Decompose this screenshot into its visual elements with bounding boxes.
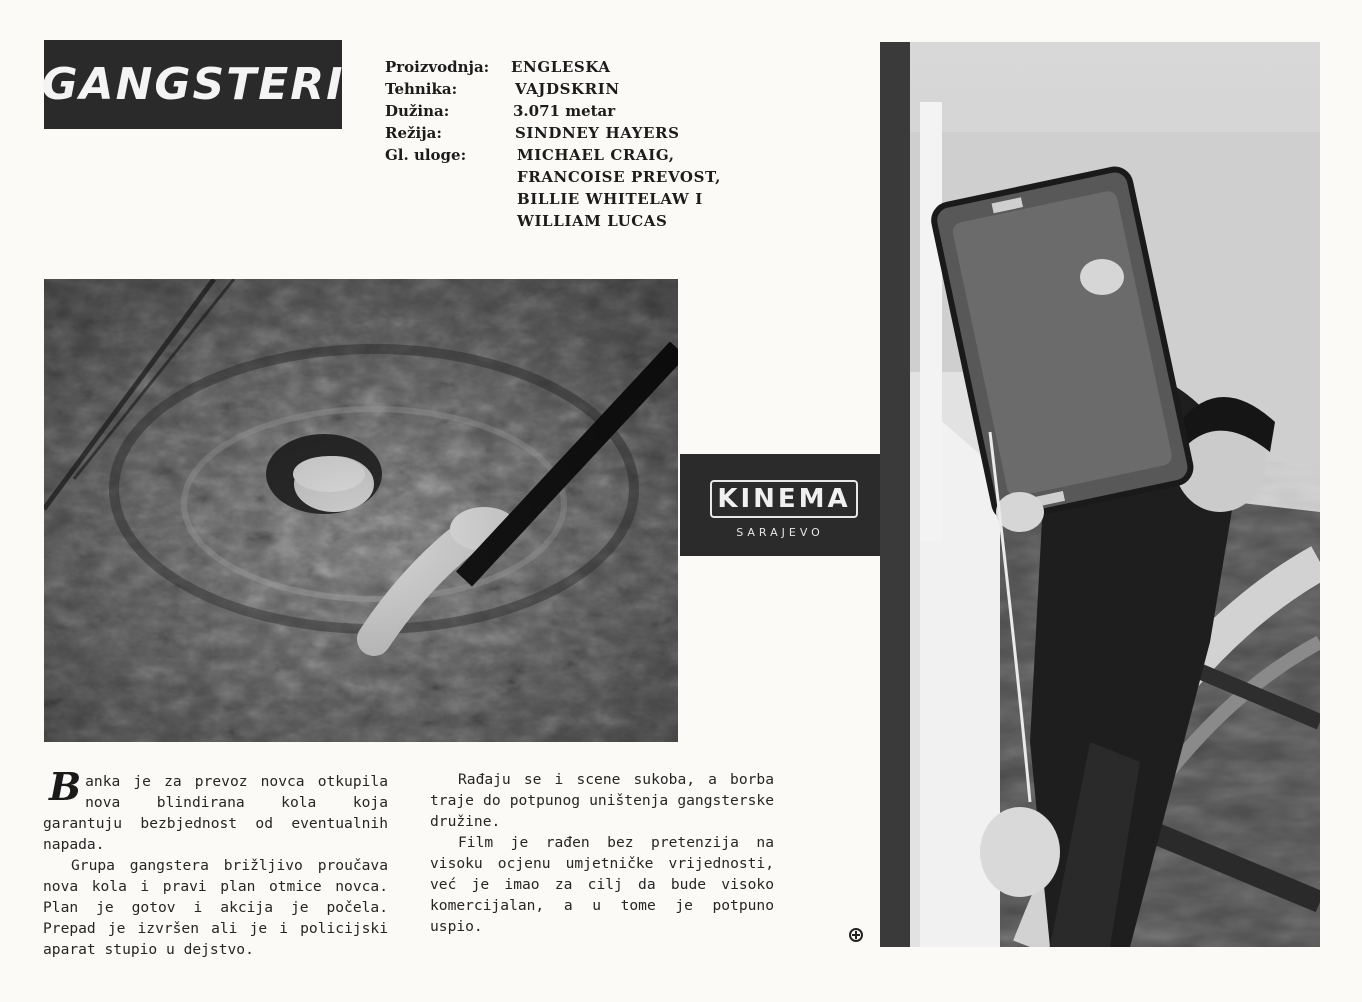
credit-label: Režija: <box>385 124 442 142</box>
article-paragraph: Grupa gangstera brižljivo proučava nova kola i pravi plan otmice novca. Plan je gotov i akcija je počela. Prepad je izvršen ali je i policijski aparat stupio u dejstvo. <box>43 857 388 958</box>
credit-value <box>511 144 721 232</box>
credit-row <box>385 56 721 78</box>
kinema-logo <box>680 454 880 556</box>
film-still-suitcase <box>880 42 1320 947</box>
article-paragraph-text: anka je za prevoz novca otkupila nova blindirana kola koja garantuju bezbjednost od eventualnih napada. <box>43 773 388 853</box>
credit-value <box>511 78 620 100</box>
credit-value-line: FRANCOISE PREVOST, <box>517 168 721 186</box>
credit-value-line: 3.071 metar <box>513 102 616 120</box>
film-still-suitcase-image <box>880 42 1320 947</box>
printer-mark-icon <box>848 927 864 943</box>
credit-label: Dužina: <box>385 102 450 120</box>
article-column-right <box>430 769 774 937</box>
credits-block <box>385 56 721 232</box>
film-still-water-image <box>44 279 678 742</box>
credit-label: Proizvodnja: <box>385 58 490 76</box>
credit-label: Tehnika: <box>385 80 458 98</box>
credit-value-line: VAJDSKRIN <box>515 80 620 98</box>
credit-row <box>385 78 721 100</box>
credit-value <box>511 56 611 78</box>
credit-value <box>511 100 615 122</box>
page-title: GANGSTERI <box>41 59 345 110</box>
credit-label: Gl. uloge: <box>385 146 467 164</box>
credit-value-line: ENGLESKA <box>511 58 611 76</box>
article-paragraph: Rađaju se i scene sukoba, a borba traje do potpunog uništenja gangsterske družine. <box>430 771 774 830</box>
credit-row <box>385 100 721 122</box>
credit-value-line: MICHAEL CRAIG, <box>517 146 675 164</box>
credit-row <box>385 122 721 144</box>
article-paragraph <box>43 764 388 855</box>
film-still-water <box>44 279 678 742</box>
credit-value <box>511 122 680 144</box>
credit-value-line: SINDNEY HAYERS <box>515 124 680 142</box>
drop-cap: B <box>49 764 82 809</box>
kinema-logo-name: KINEMA <box>710 480 858 518</box>
article-column-left <box>43 764 388 960</box>
kinema-logo-city: SARAJEVO <box>736 526 824 539</box>
credit-value-line: BILLIE WHITELAW I <box>517 190 703 208</box>
title-box <box>41 40 345 129</box>
article-paragraph: Film je rađen bez pretenzija na visoku ocjenu umjetničke vrijednosti, već je imao za cilj da bude visoko komercijalan, a u tome je potpuno uspio. <box>430 834 774 935</box>
credit-value-line: WILLIAM LUCAS <box>517 212 668 230</box>
credit-row <box>385 144 721 232</box>
